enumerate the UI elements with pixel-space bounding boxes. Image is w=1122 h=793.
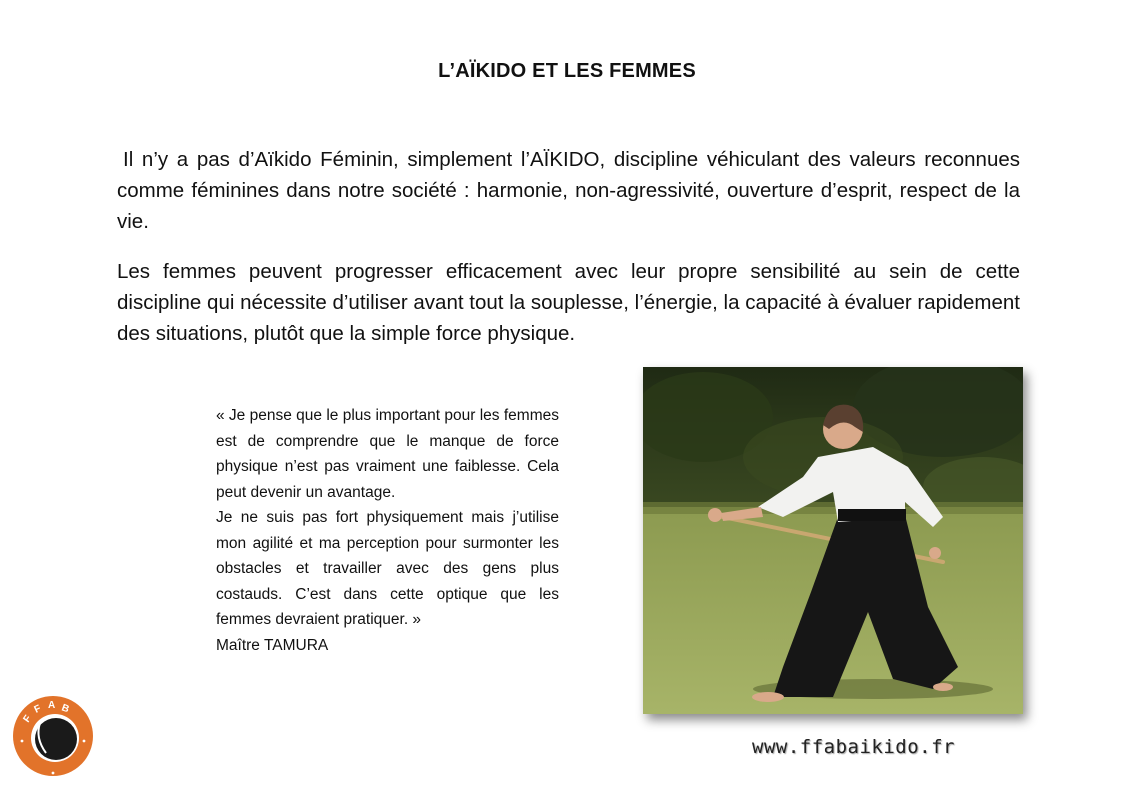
svg-text:F: F — [21, 713, 34, 725]
page-title: L’AÏKIDO ET LES FEMMES — [438, 60, 696, 82]
svg-text:F: F — [32, 703, 43, 716]
ffab-logo — [10, 693, 96, 779]
quote-part-1: « Je pense que le plus important pour les femmes est de comprendre que le manque de force physique n’est pas vraiment une faiblesse. Cela peut devenir un avantage. — [216, 407, 559, 501]
svg-text:A: A — [48, 700, 56, 711]
second-paragraph: Les femmes peuvent progresser efficacement avec leur propre sensibilité au sein de cette discipline qui nécessite d’utiliser avant tout la souplesse, l’énergie, la capacité à évaluer rapidement des situations, plutôt que la simple force physique. — [117, 260, 1020, 345]
tamura-quote — [216, 403, 559, 658]
aikido-photo — [643, 367, 1023, 714]
intro-paragraph: Il n’y a pas d’Aïkido Féminin, simplement l’AÏKIDO, discipline véhiculant des valeurs reconnues comme féminines dans notre société : harmonie, non-agressivité, ouverture d’esprit, respect de la vie. — [117, 148, 1020, 233]
quote-part-2: Je ne suis pas fort physiquement mais j’utilise mon agilité et ma perception pour surmonter les obstacles et travailler avec des gens plus costauds. C’est dans cette optique que les femmes devraient pratiquer. » — [216, 509, 559, 628]
svg-text:B: B — [59, 702, 71, 716]
quote-author: Maître TAMURA — [216, 636, 329, 654]
website-url: www.ffabaikido.fr — [752, 736, 955, 758]
